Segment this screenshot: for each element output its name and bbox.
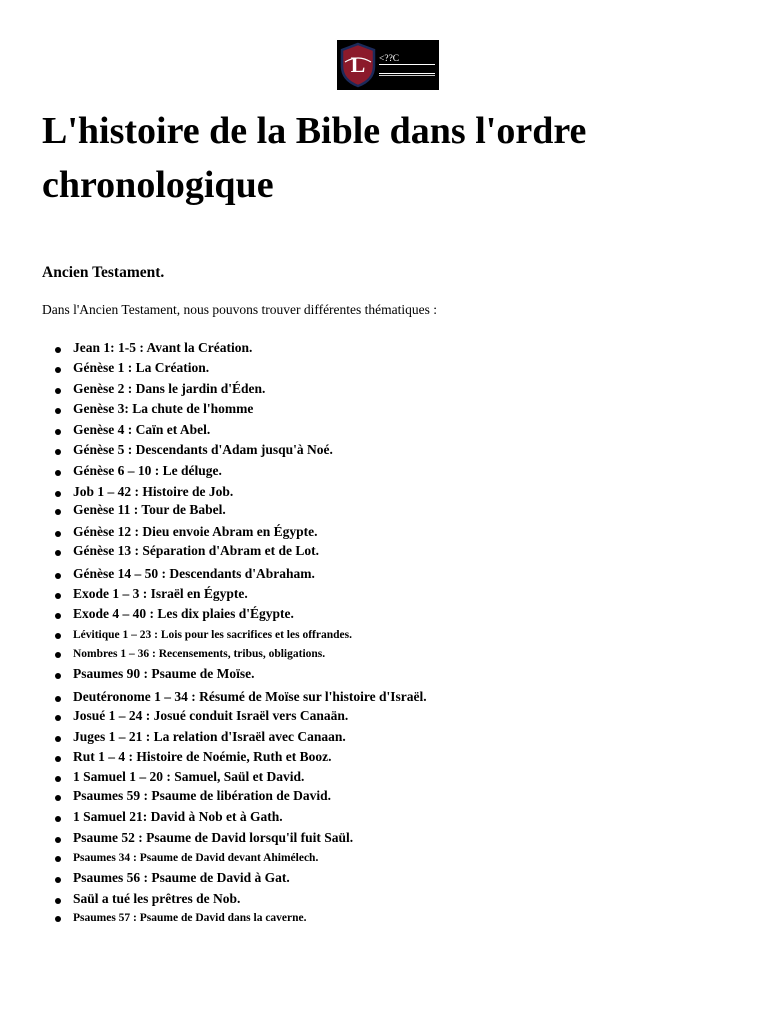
- intro-text: Dans l'Ancien Testament, nous pouvons trouver différentes thématiques :: [42, 302, 438, 317]
- list-item: Genèse 3: La chute de l'homme: [73, 401, 254, 416]
- list-item: Deutéronome 1 – 34 : Résumé de Moïse sur l'histoire d'Israël.: [73, 689, 427, 704]
- list-item: Genèse 11 : Tour de Babel.: [73, 502, 226, 517]
- list-item: Saül a tué les prêtres de Nob.: [73, 891, 241, 906]
- list-item: Genèse 2 : Dans le jardin d'Éden.: [73, 381, 266, 396]
- list-item: Psaumes 57 : Psaume de David dans la caverne.: [73, 909, 307, 927]
- list-item: Rut 1 – 4 : Histoire de Noémie, Ruth et Booz.: [73, 749, 332, 764]
- list-item: Jean 1: 1-5 : Avant la Création.: [73, 340, 253, 355]
- section-title: Ancien Testament.: [42, 264, 165, 281]
- list-item: Psaumes 34 : Psaume de David devant Ahimélech.: [73, 849, 318, 867]
- list-item: 1 Samuel 21: David à Nob et à Gath.: [73, 809, 283, 824]
- page-title: L'histoire de la Bible dans l'ordre chronologique: [42, 110, 587, 206]
- list-item: Josué 1 – 24 : Josué conduit Israël vers Canaän.: [73, 708, 349, 723]
- list-item: Génèse 1 : La Création.: [73, 360, 210, 375]
- list-item: Génèse 5 : Descendants d'Adam jusqu'à Noé.: [73, 442, 333, 457]
- list-item: Génèse 14 – 50 : Descendants d'Abraham.: [73, 566, 315, 581]
- list-item: Genèse 4 : Caïn et Abel.: [73, 422, 211, 437]
- list-item: Exode 4 – 40 : Les dix plaies d'Égypte.: [73, 606, 294, 621]
- list-item: Exode 1 – 3 : Israël en Égypte.: [73, 586, 248, 601]
- list-item: Lévitique 1 – 23 : Lois pour les sacrifices et les offrandes.: [73, 626, 352, 644]
- list-item: Génèse 6 – 10 : Le déluge.: [73, 463, 222, 478]
- logo-letter: L: [350, 52, 366, 77]
- list-item: 1 Samuel 1 – 20 : Samuel, Saül et David.: [73, 769, 305, 784]
- list-item: Psaumes 59 : Psaume de libération de David.: [73, 788, 331, 803]
- list-item: Génèse 12 : Dieu envoie Abram en Égypte.: [73, 524, 318, 539]
- list-item: Nombres 1 – 36 : Recensements, tribus, obligations.: [73, 645, 325, 663]
- list-item: Juges 1 – 21 : La relation d'Israël avec Canaan.: [73, 729, 346, 744]
- list-item: Psaume 52 : Psaume de David lorsqu'il fuit Saül.: [73, 830, 354, 845]
- list-item: Psaumes 56 : Psaume de David à Gat.: [73, 870, 290, 885]
- logo-text: <??C: [379, 54, 435, 65]
- list-item: Génèse 13 : Séparation d'Abram et de Lot.: [73, 543, 319, 558]
- list-item: Psaumes 90 : Psaume de Moïse.: [73, 666, 255, 681]
- list-item: Job 1 – 42 : Histoire de Job.: [73, 484, 234, 499]
